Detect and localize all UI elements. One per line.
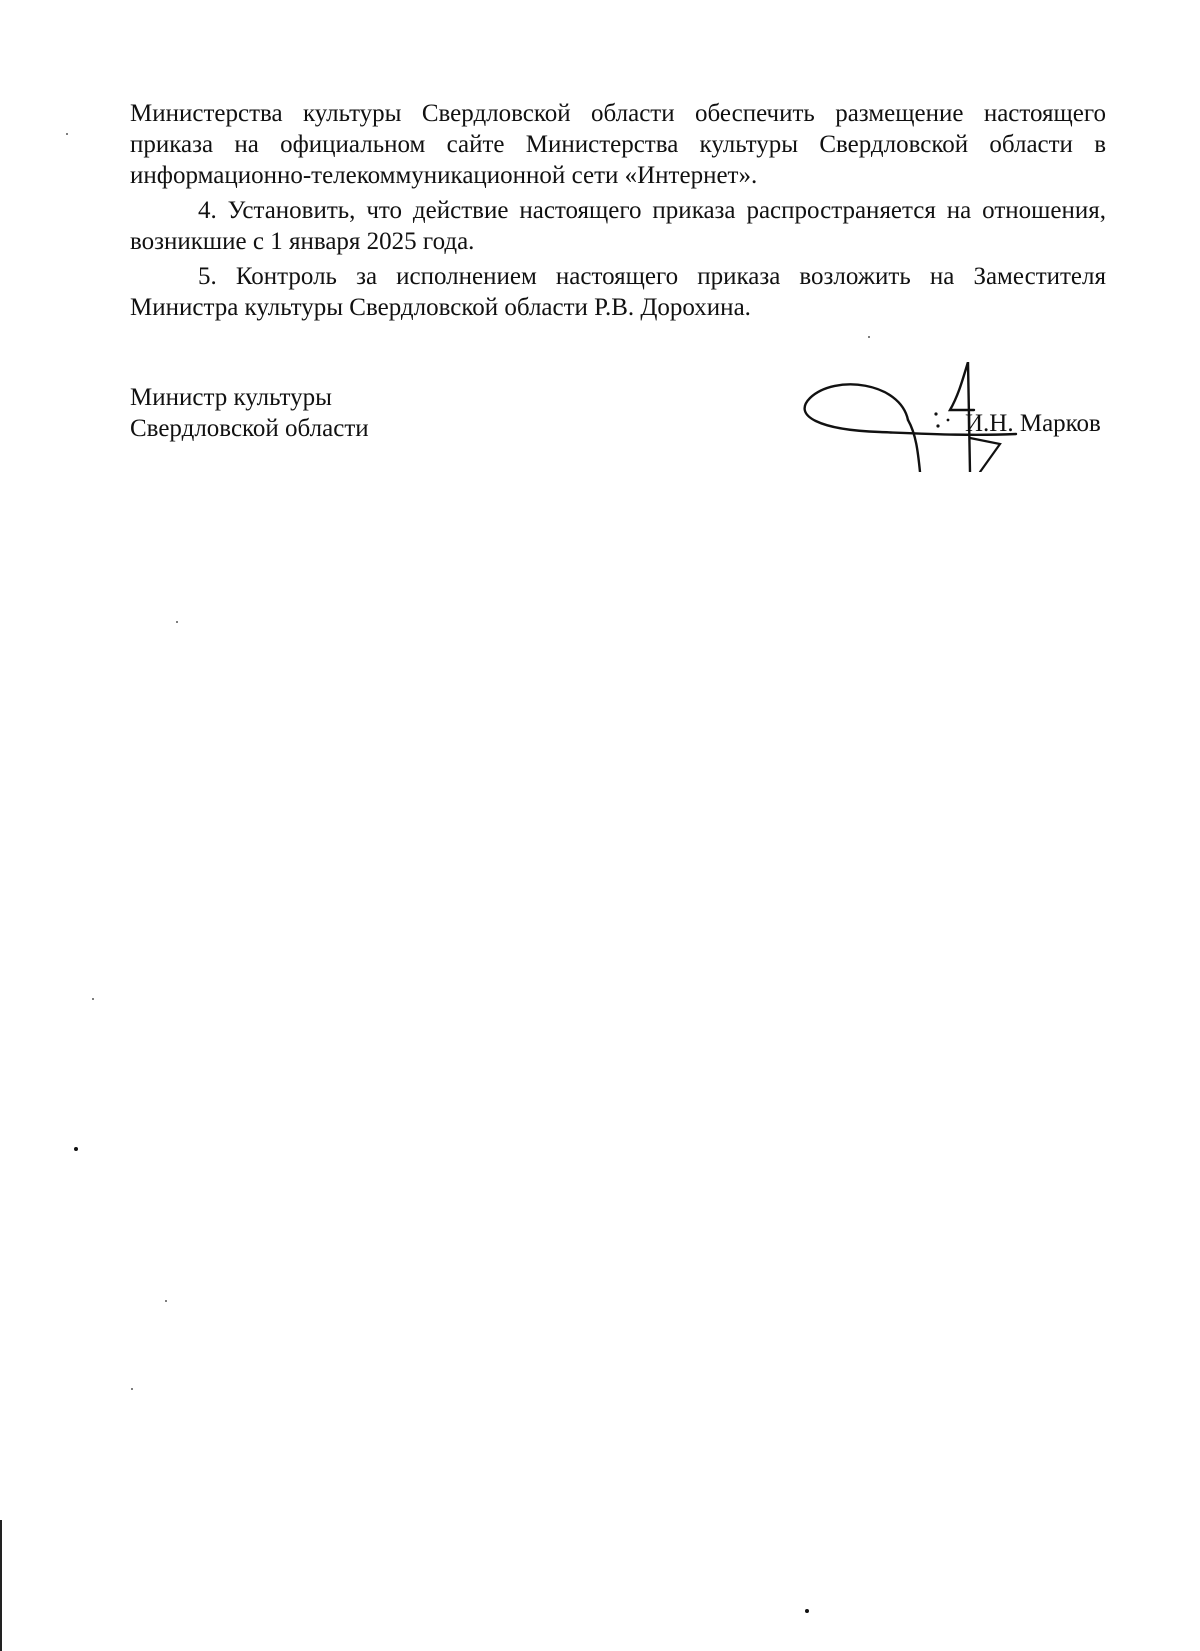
scan-speck xyxy=(66,133,68,135)
scan-speck xyxy=(165,1300,167,1302)
document-body xyxy=(130,98,1106,327)
scan-speck xyxy=(131,1388,133,1390)
paragraph-continuation: Министерства культуры Свердловской области обеспечить размещение настоящего приказа на официальном сайте Министерства культуры Свердловской области в информационно-телекоммуникационной сети «Интернет». xyxy=(130,100,1106,189)
paragraph-item-5: 5. Контроль за исполнением настоящего приказа возложить на Заместителя Министра культуры Свердловской области Р.В. Дорохина. xyxy=(130,263,1106,321)
scan-edge-line xyxy=(0,1520,2,1651)
signer-name: И.Н. Марков xyxy=(965,410,1101,437)
signer-title xyxy=(130,382,490,444)
paragraph-item-4: 4. Установить, что действие настоящего приказа распространяется на отношения, возникшие с 1 января 2025 года. xyxy=(130,197,1106,255)
scan-speck xyxy=(74,1147,78,1151)
signer-title-line-2: Свердловской области xyxy=(130,415,369,442)
signer-title-line-1: Министр культуры xyxy=(130,384,332,411)
scan-speck xyxy=(176,621,178,623)
scan-speck xyxy=(805,1609,809,1613)
scan-speck xyxy=(868,336,870,338)
signature-block xyxy=(130,382,1106,462)
scan-speck xyxy=(92,998,94,1000)
